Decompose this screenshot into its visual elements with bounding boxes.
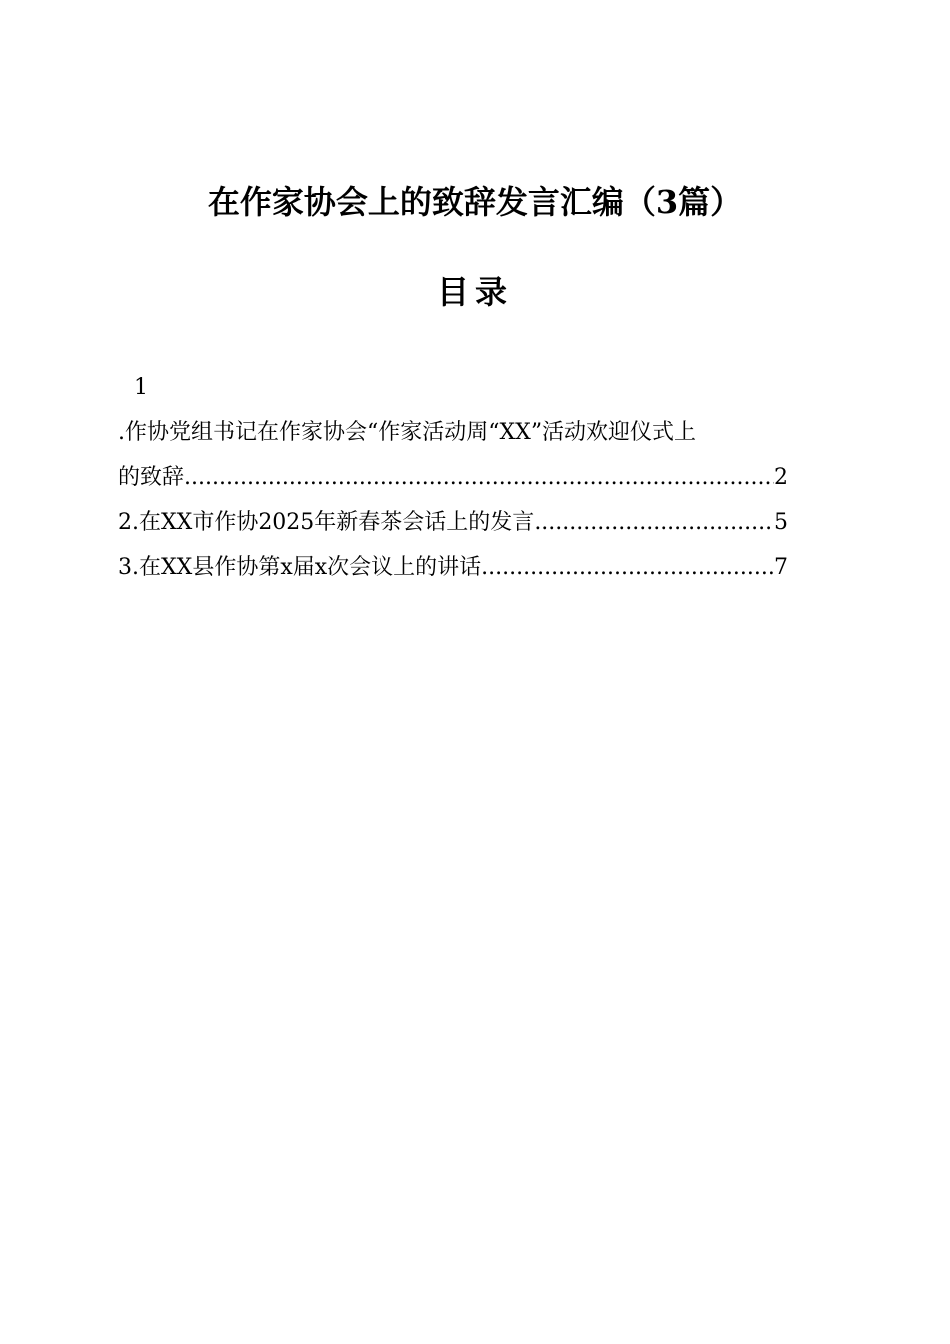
toc-entry-1-title-continuation: 的致辞 — [118, 465, 185, 490]
toc-entry-3-page: 7 — [774, 555, 788, 580]
toc-entry-2-title: 2.在XX市作协2025年新春茶会话上的发言 — [118, 510, 535, 535]
toc-leader-dots — [184, 455, 774, 500]
toc-entry-3[interactable] — [118, 545, 788, 590]
toc-entry-3-title: 3.在XX县作协第x届x次会议上的讲话 — [118, 555, 482, 580]
toc-entry-1-title[interactable]: .作协党组书记在作家协会“作家活动周“XX”活动欢迎仪式上 — [118, 420, 697, 445]
table-of-contents — [118, 365, 788, 590]
toc-entry-2-page: 5 — [774, 510, 788, 535]
toc-leader-dots — [481, 545, 774, 590]
toc-leader-dots — [534, 500, 774, 545]
toc-entry-2[interactable] — [118, 500, 788, 545]
toc-entry-1-number: 1 — [134, 375, 148, 400]
toc-entry-1-continuation-row[interactable] — [118, 455, 788, 500]
document-title: 在作家协会上的致辞发言汇编（3篇） — [207, 183, 743, 221]
toc-heading: 目录 — [436, 273, 513, 311]
toc-entry-1-page: 2 — [774, 465, 788, 490]
